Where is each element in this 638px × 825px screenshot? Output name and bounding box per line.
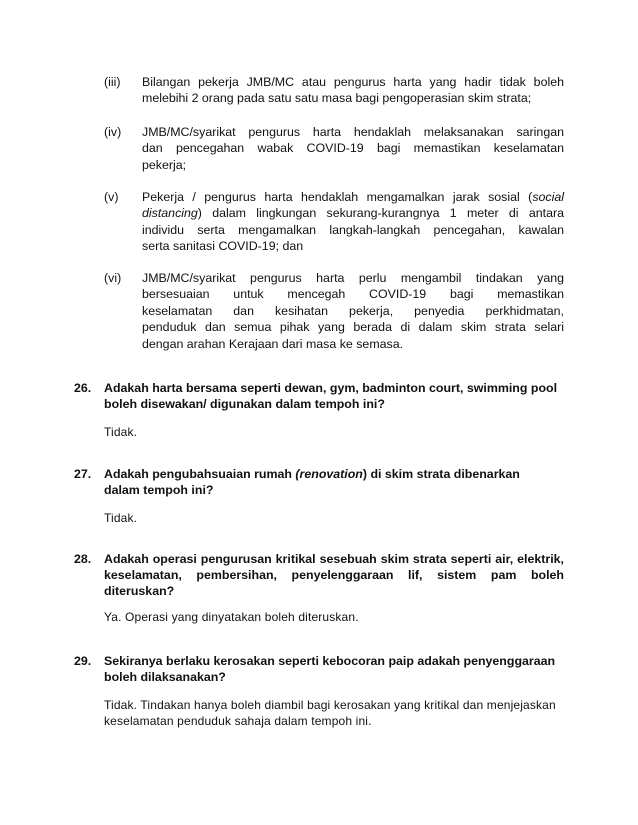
sub-item-vi [104, 270, 564, 352]
question-number: 26. [74, 381, 92, 395]
text-line: boleh disewakan/ digunakan dalam tempoh ini? [104, 397, 385, 412]
question-number: 27. [74, 467, 92, 481]
text-line [142, 205, 564, 221]
italic-term: social [532, 190, 564, 204]
answer-26 [104, 424, 564, 440]
question-text [104, 380, 564, 412]
text-run: Pekerja / pengurus harta hendaklah mengamalkan jarak sosial ( [142, 190, 533, 204]
sub-item-number: (iii) [104, 75, 121, 89]
sub-item-number: (vi) [104, 271, 122, 285]
text-line: dalam tempoh ini? [104, 483, 214, 498]
text-line: Sekiranya berlaku kerosakan seperti kebocoran paip adakah penyenggaraan [104, 654, 556, 668]
sub-item-text [142, 74, 564, 107]
text-line: penduduk dan semua pihak yang berada di dalam skim strata selari [142, 320, 564, 335]
sub-item-text [142, 189, 564, 255]
sub-item-number: (iv) [104, 125, 122, 139]
text-run: ) dalam lingkungan sekurang-kurangnya 1 meter di antara [197, 206, 564, 221]
question-29 [74, 653, 564, 685]
text-line: keselamatan dan kesihatan pekerja, penyedia perkhidmatan, [142, 303, 564, 318]
sub-item-iii [104, 74, 564, 107]
question-text [104, 551, 564, 600]
answer-29 [104, 697, 564, 730]
text-line: dan pencegahan wabak COVID-19 bagi memastikan keselamatan [142, 141, 564, 156]
italic-term: distancing [142, 206, 198, 221]
text-line [104, 466, 564, 482]
sub-item-text [142, 270, 564, 352]
sub-item-text [142, 124, 564, 173]
question-number: 29. [74, 654, 92, 668]
text-run: ) di skim strata dibenarkan [362, 467, 520, 481]
text-line: keselamatan, pembersihan, penyelenggaraan lif, sistem pam boleh [104, 568, 564, 583]
text-run: Adakah pengubahsuaian rumah [104, 467, 296, 481]
text-line: JMB/MC/syarikat pengurus harta hendaklah melaksanakan saringan [142, 125, 564, 139]
question-number: 28. [74, 552, 92, 566]
answer-27 [104, 510, 564, 526]
text-line: serta sanitasi COVID-19; dan [142, 239, 304, 254]
question-26 [74, 380, 564, 412]
answer-line: Tidak. [104, 511, 138, 525]
sub-item-number: (v) [104, 190, 119, 204]
text-line: melebihi 2 orang pada satu satu masa bagi pengoperasian skim strata; [142, 91, 532, 106]
text-line: boleh dilaksanakan? [104, 670, 226, 685]
text-line: JMB/MC/syarikat pengurus harta perlu mengambil tindakan yang [142, 271, 564, 285]
text-line: bersesuaian untuk mencegah COVID-19 bagi memastikan [142, 287, 564, 302]
text-line: dengan arahan Kerajaan dari masa ke semasa. [142, 336, 404, 351]
text-line: pekerja; [142, 157, 187, 172]
answer-28 [104, 609, 564, 625]
text-line: Adakah harta bersama seperti dewan, gym, badminton court, swimming pool [104, 381, 558, 395]
text-line: individu serta mengamalkan langkah-langkah pencegahan, kawalan [142, 222, 564, 237]
question-27 [74, 466, 564, 498]
text-line: diteruskan? [104, 584, 175, 599]
answer-line: Ya. Operasi yang dinyatakan boleh diteruskan. [104, 610, 359, 624]
sub-item-iv [104, 124, 564, 173]
text-line: Bilangan pekerja JMB/MC atau pengurus harta yang hadir tidak boleh [142, 75, 564, 89]
answer-line: keselamatan penduduk sahaja dalam tempoh ini. [104, 714, 372, 729]
answer-line: Tidak. [104, 425, 138, 439]
text-line [142, 189, 564, 205]
sub-item-v [104, 189, 564, 255]
question-28 [74, 551, 564, 600]
text-line: Adakah operasi pengurusan kritikal sesebuah skim strata seperti air, elektrik, [104, 552, 564, 566]
answer-line: Tidak. Tindakan hanya boleh diambil bagi kerosakan yang kritikal dan menjejaskan [104, 698, 556, 712]
question-text [104, 466, 564, 498]
question-text [104, 653, 564, 685]
italic-term: (renovation [295, 467, 363, 481]
